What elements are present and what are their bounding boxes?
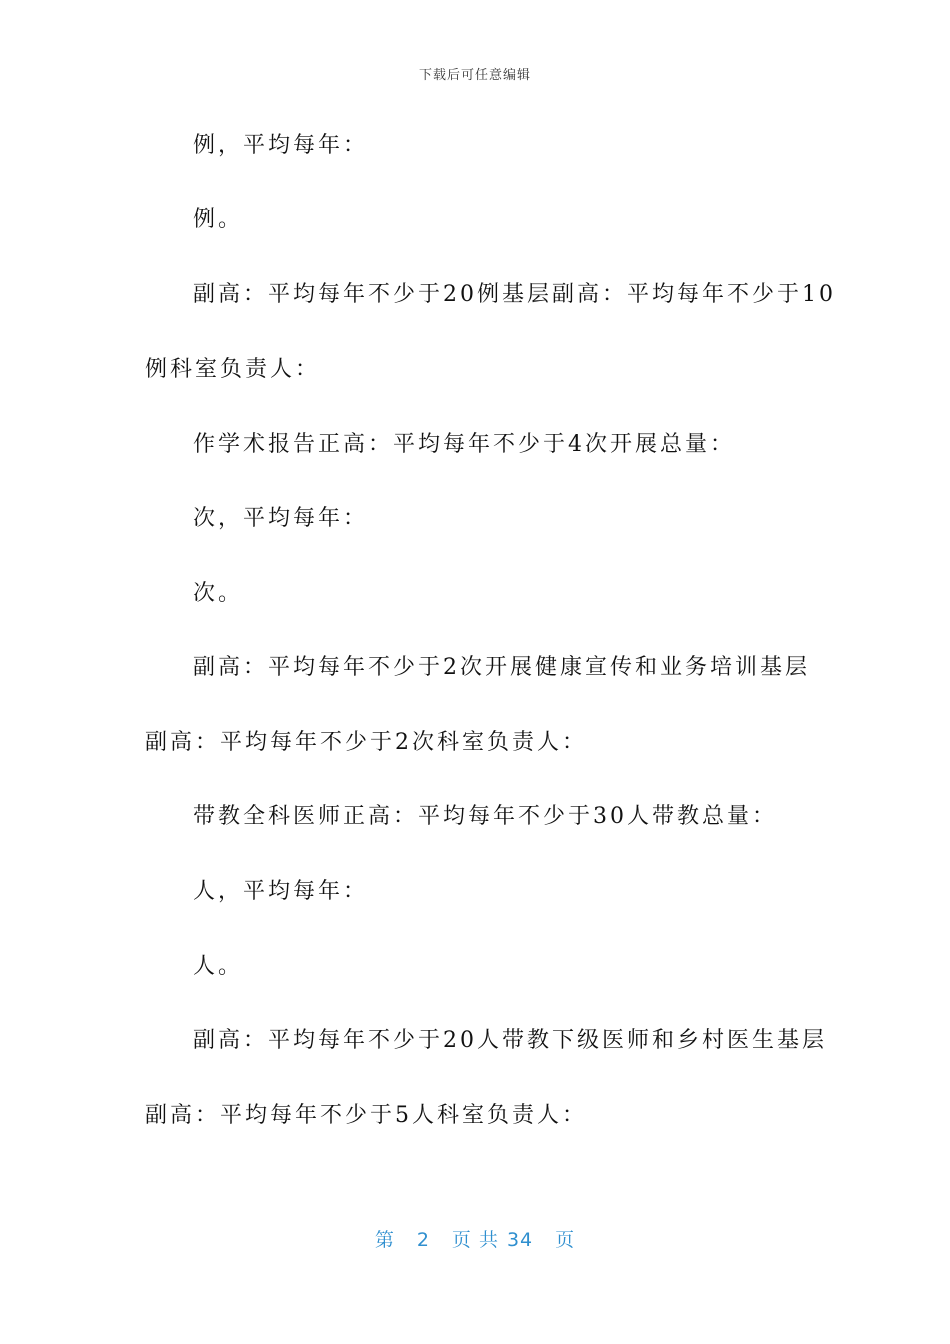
body-line: 带教全科医师正高：平均每年不少于30人带教总量： (193, 804, 777, 829)
body-line: 作学术报告正高：平均每年不少于4次开展总量： (193, 432, 735, 457)
body-line: 例，平均每年： (193, 133, 369, 158)
page-header: 下载后可任意编辑 (418, 68, 531, 83)
footer-prefix: 第 (374, 1229, 395, 1251)
body-line: 人。 (193, 954, 244, 979)
body-line: 次，平均每年： (193, 506, 369, 531)
body-line: 副高：平均每年不少于5人科室负责人： (145, 1103, 587, 1128)
page-footer (0, 1225, 950, 1252)
body-line: 例。 (193, 207, 244, 232)
body-line: 副高：平均每年不少于20人带教下级医师和乡村医生基层 (193, 1028, 827, 1053)
body-line: 副高：平均每年不少于2次开展健康宣传和业务培训基层 (193, 655, 810, 680)
body-line: 人，平均每年： (193, 879, 369, 904)
footer-current-page: 2 (416, 1229, 430, 1251)
footer-suffix: 页 (555, 1229, 576, 1251)
body-line: 例科室负责人： (145, 357, 321, 382)
body-line: 次。 (193, 581, 244, 606)
footer-total-pages: 34 (506, 1229, 534, 1251)
body-line: 副高：平均每年不少于2次科室负责人： (145, 730, 587, 755)
body-line: 副高：平均每年不少于20例基层副高：平均每年不少于10 (193, 282, 836, 307)
footer-middle: 页 共 (451, 1229, 499, 1251)
